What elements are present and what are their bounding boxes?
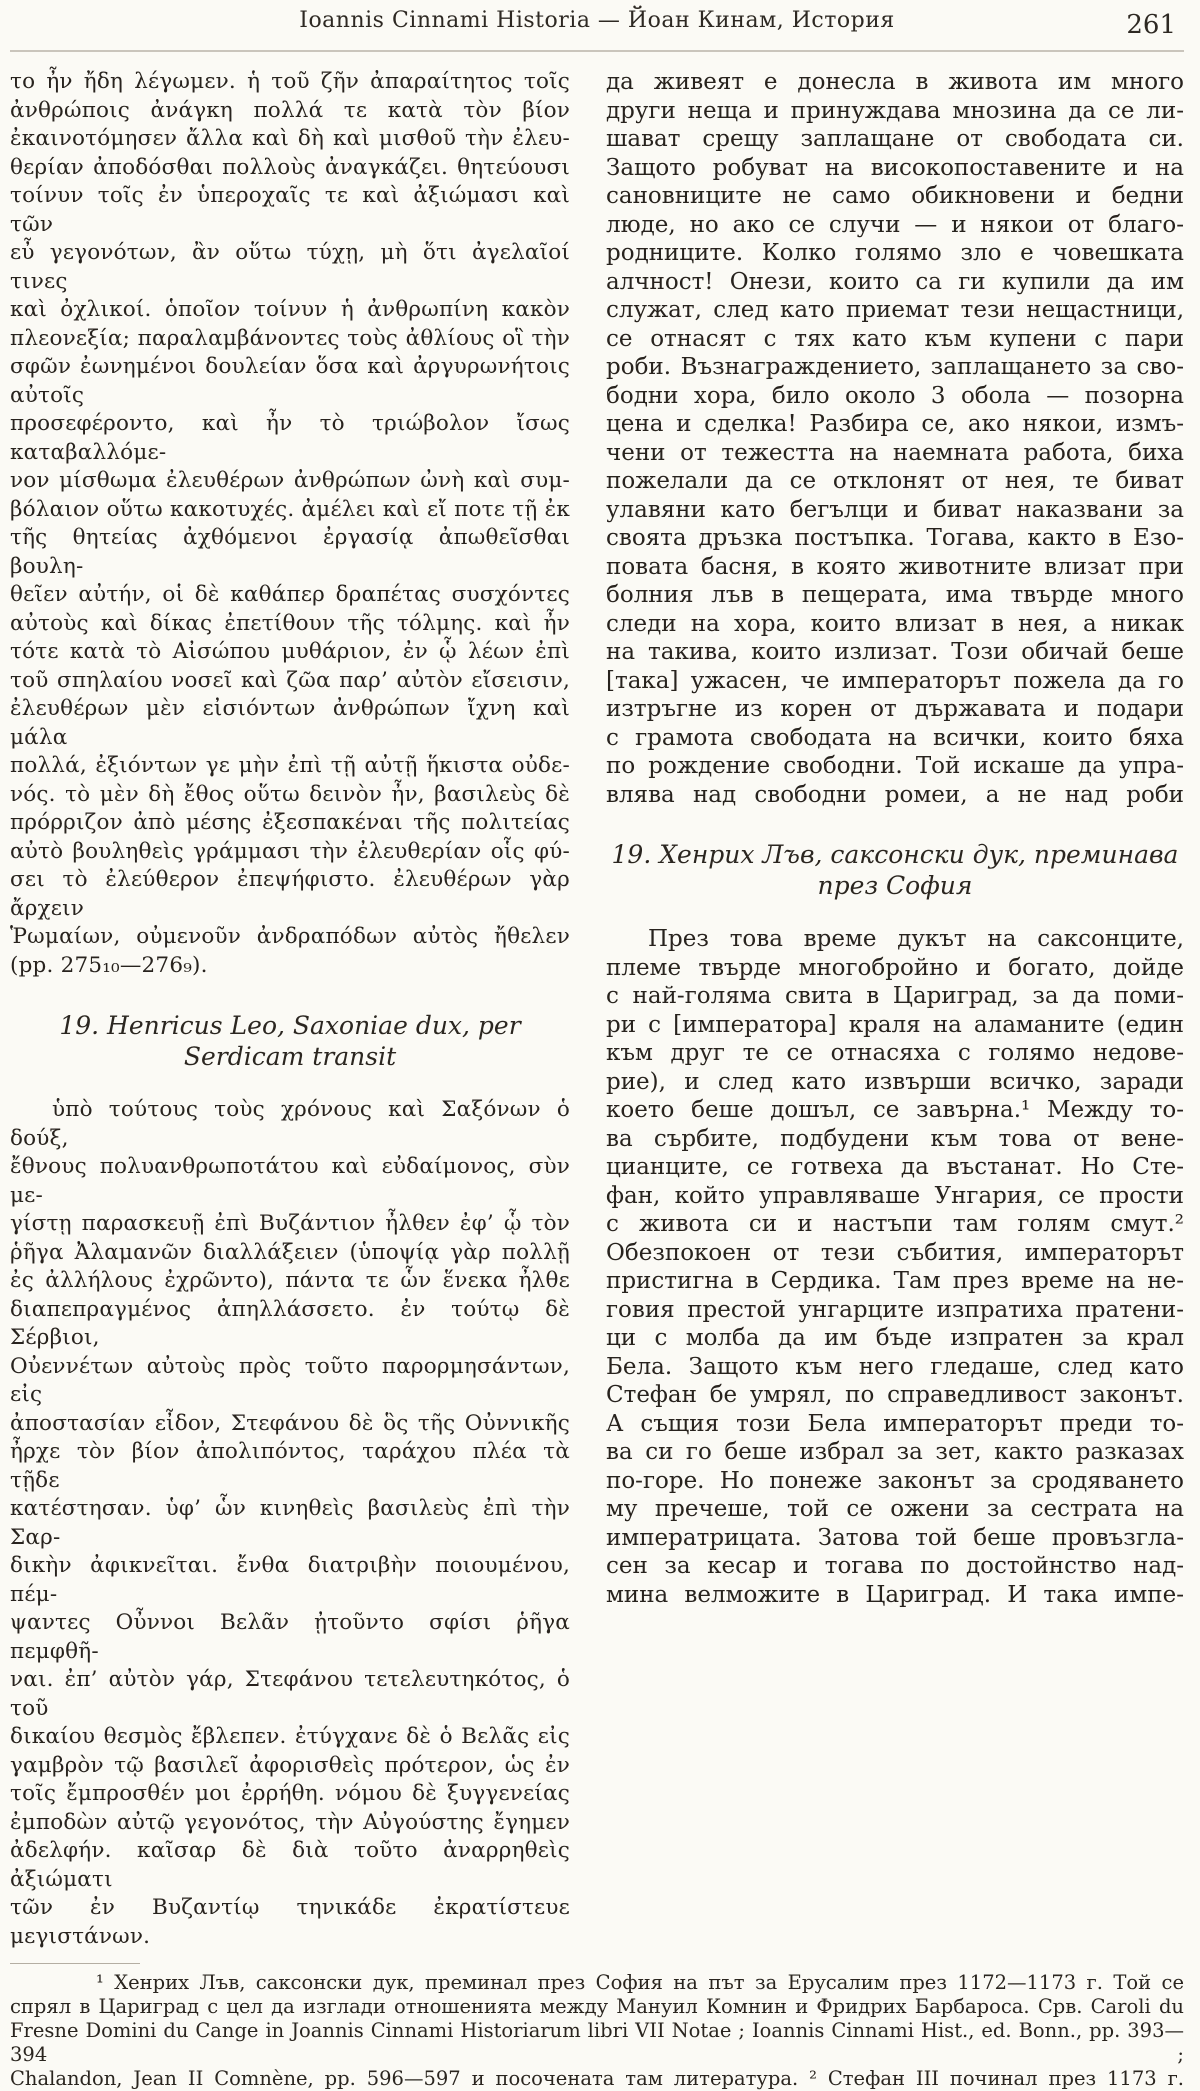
text-line: ἔθνους πολυανθρωποτάτου καὶ εὐδαίμονος, σὺν με- <box>10 1154 570 1208</box>
text-line: мина велможите в Цариград. И така импе- <box>606 1581 1184 1608</box>
text-line: През това време дукът на саксонците, <box>648 926 1184 952</box>
text-line: ναι. ἐπ’ αὐτὸν γάρ, Στεφάνου τετελευτηκότος, ὁ τοῦ <box>10 1667 570 1721</box>
text-line: ва си го беше избрал за зет, както разказах <box>606 1439 1184 1465</box>
text-line: ῥῆγα Ἀλαμανῶν διαλλάξειεν (ὑποψίᾳ γὰρ πολλῇ <box>10 1239 570 1265</box>
text-line: εὖ γεγονότων, ἂν οὕτω τύχῃ, μὴ ὅτι ἀγελαῖοί τινες <box>10 240 570 294</box>
text-line: по рождение свободни. Той искаше да упра- <box>606 753 1184 779</box>
text-line: с грамота свободата на всички, които бяха <box>606 724 1184 751</box>
text-line: νός. τὸ μὲν δὴ ἔθος οὕτω δεινὸν ἦν, βασιλεὺς δὲ <box>10 781 570 807</box>
text-line: А същия този Бела императорът преди то- <box>606 1410 1184 1437</box>
text-line: 19. Хенрих Лъв, саксонски дук, преминава <box>611 840 1179 869</box>
bulgarian-paragraph-2 <box>606 925 1184 1609</box>
text-line: пристигна в Сердика. Там през време на не- <box>606 1268 1184 1294</box>
text-line: служат, след като приемат тези нещастници, <box>606 297 1184 323</box>
text-line: влява над свободни ромеи, а не над роби <box>606 781 1184 808</box>
footnote-rule <box>10 1963 140 1964</box>
text-line: Fresne Domini du Cange in Joannis Cinnami Historiarum libri VII Notae ; Ioannis Cinnami Hist., ed. Bonn., pp. 393—394 ; <box>10 2019 1184 2066</box>
text-line: πρόρριζον ἀπὸ μέσης ἐξεσπακέναι τῆς πολιτείας <box>10 810 570 835</box>
greek-paragraph-2 <box>10 1096 570 1951</box>
text-line: 19. Henricus Leo, Saxoniae dux, per <box>59 1011 521 1040</box>
text-line: βόλαιον οὕτω κακοτυχές. ἀμέλει καὶ εἴ ποτε τῇ ἐκ <box>10 496 570 522</box>
text-line: през София <box>817 871 973 900</box>
text-line: рие), и след като извърши всичко, заради <box>606 1068 1184 1095</box>
text-line: τότε κατὰ τὸ Αἰσώπου μυθάριον, ἐν ᾧ λέων ἐπὶ <box>10 639 570 664</box>
text-line: Обезпокоен от тези събития, императорът <box>606 1239 1184 1266</box>
text-line: δικὴν ἀφικνεῖται. ἔνθα διατριβὴν ποιουμένου, πέμ- <box>10 1553 570 1607</box>
text-line: σει τὸ ἐλεύθερον ἐπεψήφιστο. ἐλευθέρων γὰρ ἄρχειν <box>10 867 570 921</box>
text-line: ва сърбите, подбудени към това от вене- <box>606 1125 1184 1152</box>
text-line: γαμβρὸν τῷ βασιλεῖ ἀφορισθεὶς πρότερον, ὡς ἐν <box>10 1752 570 1778</box>
section-heading-latin <box>10 1010 570 1072</box>
text-line: с най-голяма свита в Цариград, за да поми- <box>606 983 1184 1009</box>
text-line: Chalandon, Jean II Comnène, pp. 596—597 и посочената там литература. ² Стефан III починал през 1173 г. <box>10 2067 1184 2090</box>
text-line: племе твърде многобройно и богато, дойде <box>606 954 1184 981</box>
page-header <box>10 8 1184 48</box>
section-heading-bulgarian <box>606 839 1184 901</box>
text-line: императрицата. Затова той беше провъзгла- <box>606 1524 1184 1551</box>
text-line: към друг те се отнасяха с голямо недове- <box>606 1040 1184 1066</box>
footnotes-text <box>10 1971 1184 2091</box>
text-line: му пречеше, той се ожени за сестрата на <box>606 1496 1184 1522</box>
text-line: по-горе. Но понеже законът за сродяването <box>606 1467 1184 1494</box>
text-line: ¹ Хенрих Лъв, саксонски дук, преминал през София на път за Ерусалим през 1172—1173 г. Той се <box>96 1971 1184 1994</box>
text-line: πολλά, ἐξιόντων γε μὴν ἐπὶ τῇ αὐτῇ ἥκιστα οὐδε- <box>10 753 570 778</box>
page-number: 261 <box>1126 10 1176 40</box>
text-line: фан, който управляваше Унгария, се прости <box>606 1182 1184 1209</box>
text-line: се отнасят с тях като към купени с пари <box>606 325 1184 352</box>
text-line: което беше дошъл, се завърна.¹ Между то- <box>606 1097 1184 1123</box>
text-line: ὑπὸ τούτους τοὺς χρόνους καὶ Σαξόνων ὁ δούξ, <box>10 1097 570 1151</box>
greek-paragraph-1 <box>10 68 570 980</box>
two-column-body <box>10 68 1184 1951</box>
text-line: τοῖς ἔμπροσθέν μοι ἐρρήθη. νόμου δὲ ξυγγενείας <box>10 1781 570 1806</box>
bulgarian-paragraph-1 <box>606 68 1184 809</box>
text-line: своята дръзка постъпка. Тогава, както в Езо- <box>606 525 1184 551</box>
text-line: ἐλευθέρων μὲν εἰσιόντων ἀνθρώπων ἴχνη καὶ μάλα <box>10 696 570 750</box>
text-line: νον μίσθωμα ἐλευθέρων ἀνθρώπων ὠνὴ καὶ συμ- <box>10 468 570 493</box>
text-line: (pp. 275₁₀—276₉). <box>10 952 208 978</box>
text-line: αὐτοὺς καὶ δίκας ἐπετίθουν τῆς τόλμης. καὶ ἦν <box>10 610 570 636</box>
text-line: Бела. Защото към него гледаше, след като <box>606 1353 1184 1380</box>
text-line: Ῥωμαίων, οὐμενοῦν ἀνδραπόδων αὐτὸς ἤθελεν <box>10 924 570 949</box>
text-line: повата басня, в която животните влизат при <box>606 553 1184 580</box>
text-line: други неща и принуждава мнозина да се ли- <box>606 97 1184 124</box>
text-line: ἐμποδὼν αὐτῷ γεγονότος, τὴν Αὐγούστης ἔγημεν <box>10 1809 570 1835</box>
text-line: болния лъв в пещерата, има твърде много <box>606 582 1184 608</box>
text-line: ἦρχε τὸν βίον ἀπολιπόντος, ταράχου πλέα τὰ τῇδε <box>10 1439 570 1493</box>
text-line: алчност! Онези, които са ги купили да им <box>606 268 1184 295</box>
text-line: το ἦν ἤδη λέγωμεν. ἡ τοῦ ζῆν ἀπαραίτητος τοῖς <box>10 69 570 94</box>
text-line: да живеят е донесла в живота им много <box>606 69 1184 95</box>
text-line: сен за кесар и тогава по достойнство над- <box>606 1553 1184 1579</box>
text-line: ἀδελφήν. καῖσαρ δὲ διὰ τοῦτο ἀναρρηθεὶς ἀξιώματι <box>10 1838 570 1892</box>
text-line: люде, но ако се случи — и някои от благо- <box>606 211 1184 238</box>
text-line: τοίνυν τοῖς ἐν ὑπεροχαῖς τε καὶ ἀξιώμασι καὶ τῶν <box>10 183 570 237</box>
text-line: говия престой унгарците изпратиха пратени- <box>606 1296 1184 1323</box>
text-line: Serdicam transit <box>183 1042 397 1071</box>
text-line: τοῦ σπηλαίου νοσεῖ καὶ ζῶα παρ’ αὐτὸν εἴσεισιν, <box>10 667 570 693</box>
text-line: κατέστησαν. ὑφ’ ὧν κινηθεὶς βασιλεὺς ἐπὶ τὴν Σαρ- <box>10 1496 570 1550</box>
text-line: на такива, които излизат. Този обичай беше <box>606 639 1184 665</box>
text-line: δικαίου θεσμὸς ἔβλεπεν. ἐτύγχανε δὲ ὁ Βελᾶς εἰς <box>10 1724 570 1749</box>
text-line: γίστῃ παρασκευῇ ἐπὶ Βυζάντιον ἦλθεν ἐφ’ ᾧ τὸν <box>10 1211 570 1236</box>
text-line: τῶν ἐν Βυζαντίῳ τηνικάδε ἐκρατίστευε μεγιστάνων. <box>10 1895 570 1949</box>
text-line: изтръгне из корен от държавата и подари <box>606 696 1184 722</box>
running-title: Ioannis Cinnami Historia — Йоан Кинам, История <box>299 8 895 33</box>
text-line: ἀνθρώποις ἀνάγκη πολλά τε κατὰ τὸν βίον <box>10 97 570 123</box>
text-line: προσεφέροντο, καὶ ἦν τὸ τριώβολον ἴσως καταβαλλόμε- <box>10 411 570 465</box>
text-line: ци с молба да им бъде изпратен за крал <box>606 1325 1184 1351</box>
text-line: родниците. Колко голямо зло е човешката <box>606 240 1184 266</box>
text-line: ἐς ἀλλήλους ἐχρῶντο), πάντα τε ὧν ἕνεκα ἦλθε <box>10 1268 570 1293</box>
text-line: спрял в Цариград с цел да изглади отношенията между Мануил Комнин и Фридрих Барбароса. Срв. Caroli du <box>10 1995 1184 2018</box>
text-line: шават срещу заплащане от свободата си. <box>606 126 1184 152</box>
text-line: ἀποστασίαν εἶδον, Στεφάνου δὲ ὃς τῆς Οὐννικῆς <box>10 1410 570 1436</box>
text-line: διαπεπραγμένος ἀπηλλάσσετο. ἐν τούτῳ δὲ Σέρβιοι, <box>10 1296 570 1350</box>
text-line: Οὐεννέτων αὐτοὺς πρὸς τοῦτο παρορμησάντων, εἰς <box>10 1353 570 1407</box>
translation-column <box>606 68 1184 1951</box>
text-line: [така] ужасен, че императорът пожела да го <box>606 667 1184 694</box>
footnote-block <box>10 1963 1184 2091</box>
text-line: Защото робуват на високопоставените и на <box>606 154 1184 181</box>
text-line: Стефан бе умрял, по справедливост законът. <box>606 1382 1184 1408</box>
text-line: цена и сделка! Разбира се, ако някои, измъ- <box>606 411 1184 437</box>
header-rule <box>10 50 1184 52</box>
text-line: θεῖεν αὐτήν, οἱ δὲ καθάπερ δραπέτας συσχόντες <box>10 582 570 607</box>
text-line: чени от тежестта на наемната работа, биха <box>606 439 1184 466</box>
text-line: ри с [императора] краля на аламаните (един <box>606 1011 1184 1038</box>
text-line: бодни хора, било около 3 обола — позорна <box>606 382 1184 409</box>
text-line: σφῶν ἐωνημένοι δουλείαν ὅσα καὶ ἀργυρωνήτοις αὐτοῖς <box>10 354 570 408</box>
text-line: ψαντες Οὖννοι Βελᾶν ᾐτοῦντο σφίσι ῥῆγα πεμφθῆ- <box>10 1610 570 1664</box>
text-line: πλεονεξία; παραλαμβάνοντες τοὺς ἀθλίους οἳ τὴν <box>10 325 570 351</box>
text-line: улавяни като бегълци и биват наказвани за <box>606 496 1184 523</box>
text-line: следи на хора, които влизат в нея, а никак <box>606 610 1184 637</box>
greek-column <box>10 68 570 1951</box>
text-line: пожелали да се отклонят от нея, те биват <box>606 468 1184 494</box>
text-line: θερίαν ἀποδόσθαι πολλοὺς ἀναγκάζει. θητεύουσι <box>10 154 570 180</box>
text-line: сановниците не само обикновени и бедни <box>606 183 1184 209</box>
text-line: цианците, се готвеха да въстанат. Но Сте- <box>606 1154 1184 1180</box>
text-line: τῆς θητείας ἀχθόμενοι ἐργασίᾳ ἀπωθεῖσθαι βουλη- <box>10 525 570 579</box>
text-line: αὐτὸ βουληθεὶς γράμμασι τὴν ἐλευθερίαν οἷς φύ- <box>10 838 570 864</box>
text-line: роби. Възнаграждението, заплащането за сво- <box>606 354 1184 380</box>
text-line: ἐκαινοτόμησεν ἄλλα καὶ δὴ καὶ μισθοῦ τὴν ἐλευ- <box>10 126 570 151</box>
text-line: с живота си и настъпи там голям смут.² <box>606 1211 1184 1237</box>
text-line: καὶ ὀχλικοί. ὁποῖον τοίνυν ἡ ἀνθρωπίνη κακὸν <box>10 297 570 322</box>
